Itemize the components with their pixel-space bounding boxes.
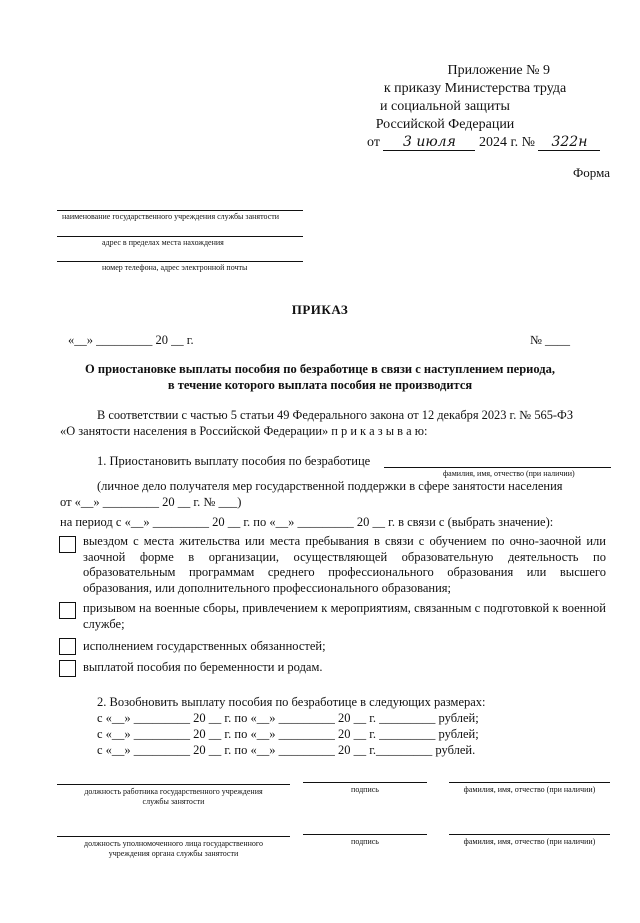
order-number: № ____ — [530, 333, 571, 347]
option-1-checkbox[interactable] — [59, 536, 76, 553]
sign-2-position-line-2: учреждения органа службы занятости — [108, 849, 239, 858]
annex-line-4: Российской Федерации — [375, 117, 515, 132]
annex-header — [360, 62, 560, 80]
fio-caption: фамилия, имя, отчество (при наличии) — [443, 469, 575, 478]
item-2-row-2: с «__» _________ 20 __ г. по «__» _________ 20 __ г. _________ рублей; — [97, 727, 479, 741]
item-2-row-1: с «__» _________ 20 __ г. по «__» _________ 20 __ г. _________ рублей; — [97, 711, 479, 725]
sign-1-signature-caption: подпись — [351, 785, 379, 794]
order-heading-line-2: в течение которого выплата пособия не производится — [167, 378, 473, 392]
year-text: 2024 г. № — [478, 135, 535, 150]
option-1-text: выездом с места жительства или места пребывания в связи с обучением по очно-заочной или заочной форме в организации, осуществляющей образовательную деятельность по образовательным программам среднего профессионального образования или высшего образования, или дополнительного профессионального образования; — [83, 534, 606, 595]
form-label: Форма — [573, 165, 610, 180]
sign-1-position-line-2: службы занятости — [142, 797, 205, 806]
order-heading-line-1: О приостановке выплаты пособия по безработице в связи с наступлением периода, — [85, 362, 555, 376]
annex-date-line — [367, 134, 600, 151]
annex-line-3: и социальной защиты — [380, 99, 510, 114]
sign-1-position-line-1: должность работника государственного учреждения — [84, 787, 263, 796]
org-address-caption: адрес в пределах места нахождения — [102, 238, 224, 247]
option-3-text: исполнением государственных обязанностей; — [83, 639, 326, 653]
handwritten-date: 3 июля — [383, 134, 475, 151]
annex-number: Приложение № 9 — [447, 63, 550, 78]
case-line-2: от «__» _________ 20 __ г. № ___) — [60, 495, 242, 509]
preamble-line-2: «О занятости населения в Российской Федерации» п р и к а з ы в а ю: — [60, 424, 428, 438]
sign-2-fio-caption: фамилия, имя, отчество (при наличии) — [463, 837, 596, 846]
option-4-checkbox[interactable] — [59, 660, 76, 677]
item-2-title: 2. Возобновить выплату пособия по безработице в следующих размерах: — [97, 695, 486, 709]
case-line-1: (личное дело получателя мер государственной поддержки в сфере занятости населения — [97, 479, 563, 493]
org-name-caption: наименование государственного учреждения службы занятости — [62, 212, 280, 221]
page-title: ПРИКАЗ — [291, 302, 349, 317]
org-phone-caption: номер телефона, адрес электронной почты — [102, 263, 248, 272]
preamble-line-1: В соответствии с частью 5 статьи 49 Федерального закона от 12 декабря 2023 г. № 565-ФЗ — [97, 408, 574, 422]
option-3-checkbox[interactable] — [59, 638, 76, 655]
option-4-text: выплатой пособия по беременности и родам. — [83, 660, 323, 674]
sign-1-fio-caption: фамилия, имя, отчество (при наличии) — [463, 785, 596, 794]
order-date: «__» _________ 20 __ г. — [68, 333, 194, 347]
sign-2-position-line-1: должность уполномоченного лица государственного — [84, 839, 263, 848]
handwritten-number: 322н — [538, 134, 600, 151]
date-prefix: от — [367, 135, 380, 150]
period-line: на период с «__» _________ 20 __ г. по «__» _________ 20 __ г. в связи с (выбрать значение): — [60, 515, 554, 529]
annex-line-2: к приказу Министерства труда — [383, 81, 567, 96]
sign-2-signature-caption: подпись — [351, 837, 379, 846]
option-2-text: призывом на военные сборы, привлечением к мероприятиям, связанным с подготовкой к военной службе; — [83, 601, 606, 631]
item-1-text: 1. Приостановить выплату пособия по безработице — [97, 454, 371, 468]
item-2-row-3: с «__» _________ 20 __ г. по «__» _________ 20 __ г._________ рублей. — [97, 743, 476, 757]
option-2-checkbox[interactable] — [59, 602, 76, 619]
